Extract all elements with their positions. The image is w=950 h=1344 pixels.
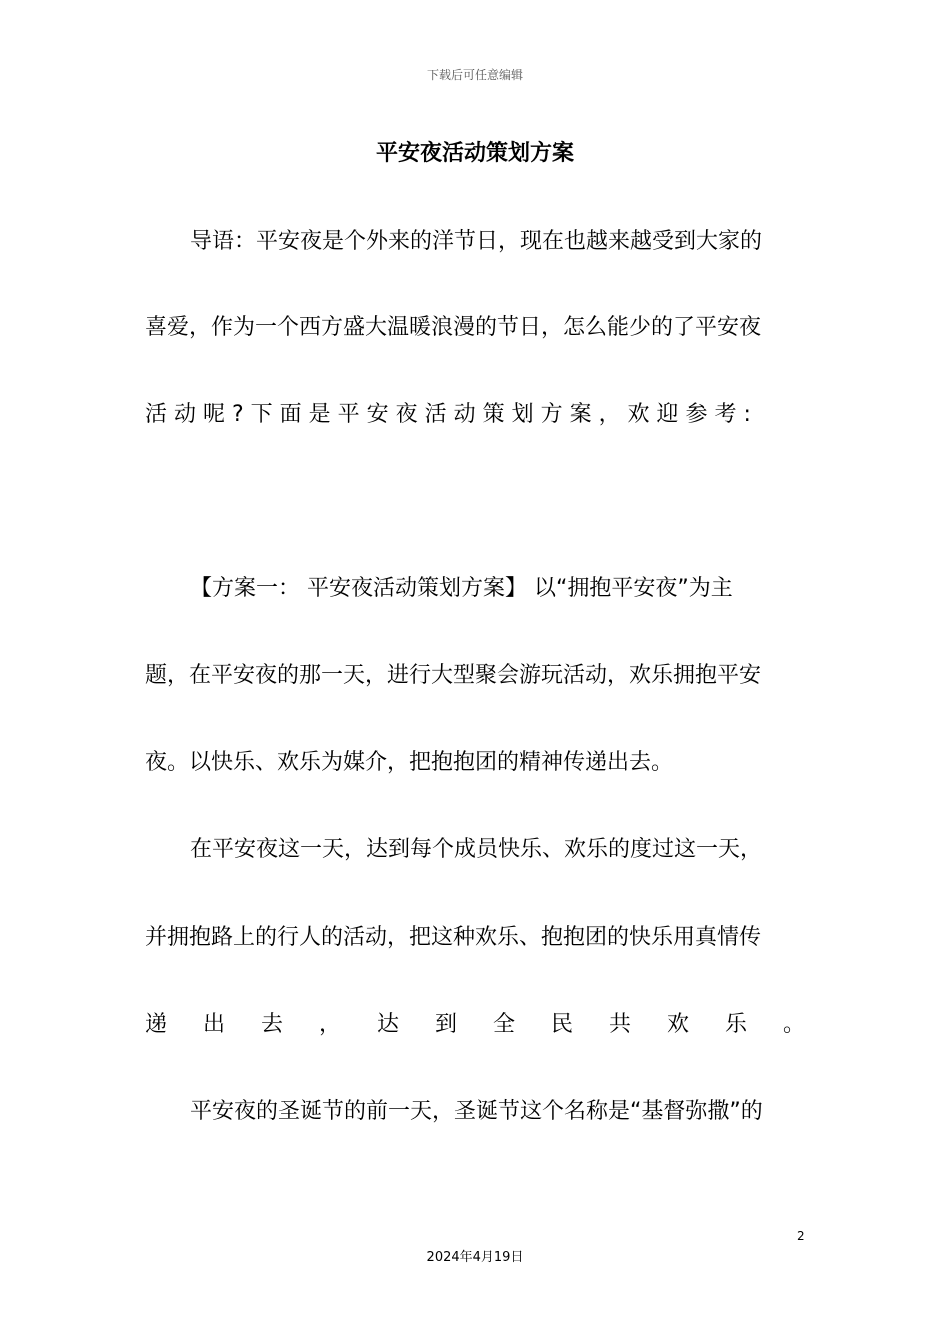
document-title: 平安夜活动策划方案: [375, 141, 574, 166]
paragraph-line: 在平安夜这一天，达到每个成员快乐、欢乐的度过这一天，: [190, 837, 763, 862]
paragraph-line: 活 动 呢 ? 下 面 是 平 安 夜 活 动 策 划 方 案 ， 欢 迎 参 考 :: [145, 402, 751, 427]
page-number: 2: [797, 1229, 805, 1243]
paragraph-line: 平安夜的圣诞节的前一天，圣诞节这个名称是“基督弥撒”的: [190, 1099, 763, 1124]
page-header: 下载后可任意编辑: [426, 68, 523, 82]
paragraph-line: 喜爱，作为一个西方盛大温暖浪漫的节日，怎么能少的了平安夜: [145, 315, 762, 340]
paragraph-line: 导语：平安夜是个外来的洋节日，现在也越来越受到大家的: [190, 229, 763, 254]
paragraph-line: 递 出 去 ， 达 到 全 民 共 欢 乐 。: [145, 1012, 805, 1037]
paragraph-line: 【方案一： 平安夜活动策划方案】 以“拥抱平安夜”为主: [190, 576, 733, 601]
paragraph-line: 题，在平安夜的那一天，进行大型聚会游玩活动，欢乐拥抱平安: [145, 663, 762, 688]
paragraph-line: 并拥抱路上的行人的活动，把这种欢乐、抱抱团的快乐用真情传: [145, 925, 762, 950]
paragraph-line: 夜。以快乐、欢乐为媒介，把抱抱团的精神传递出去。: [145, 750, 674, 775]
footer-date: 2024年4月19日: [426, 1250, 524, 1265]
